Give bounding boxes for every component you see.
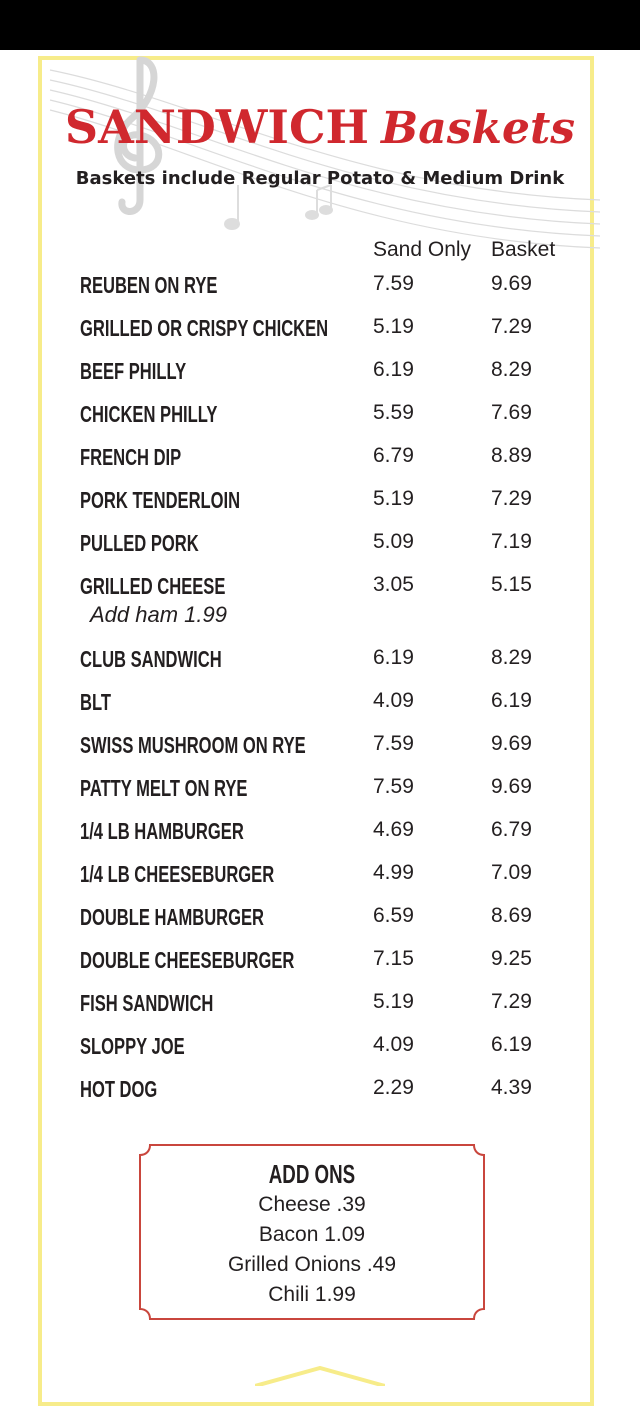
price-sand-only: 3.05 — [373, 573, 414, 596]
menu-item-name: DOUBLE CHEESEBURGER — [80, 947, 295, 973]
menu-item-row — [0, 818, 640, 848]
menu-item-row — [0, 775, 640, 805]
menu-item-row — [0, 904, 640, 934]
music-note-icon — [225, 185, 332, 229]
price-sand-only: 5.09 — [373, 530, 414, 553]
price-sand-only: 7.59 — [373, 732, 414, 755]
menu-item-row — [0, 947, 640, 977]
menu-item-name: PORK TENDERLOIN — [80, 487, 241, 513]
price-sand-only: 4.99 — [373, 861, 414, 884]
menu-item-name: BEEF PHILLY — [80, 358, 187, 384]
menu-item-name: REUBEN ON RYE — [80, 272, 218, 298]
menu-item-name: PULLED PORK — [80, 530, 199, 556]
price-sand-only: 4.69 — [373, 818, 414, 841]
menu-item-name: PATTY MELT ON RYE — [80, 775, 248, 801]
price-basket: 8.29 — [491, 646, 532, 669]
price-basket: 7.29 — [491, 990, 532, 1013]
menu-item-row — [0, 530, 640, 560]
price-basket: 9.25 — [491, 947, 532, 970]
menu-item-name: 1/4 LB HAMBURGER — [80, 818, 244, 844]
price-basket: 9.69 — [491, 272, 532, 295]
price-sand-only: 5.19 — [373, 315, 414, 338]
menu-item-row — [0, 646, 640, 676]
menu-item-row — [0, 1033, 640, 1063]
price-basket: 7.69 — [491, 401, 532, 424]
menu-item-name: HOT DOG — [80, 1076, 158, 1102]
price-basket: 7.09 — [491, 861, 532, 884]
menu-item-row — [0, 315, 640, 345]
price-sand-only: 6.79 — [373, 444, 414, 467]
price-basket: 7.19 — [491, 530, 532, 553]
addon-item: Cheese .39 — [258, 1193, 366, 1216]
column-header-basket: Basket — [491, 238, 556, 261]
menu-item-name: FISH SANDWICH — [80, 990, 214, 1016]
price-basket: 9.69 — [491, 732, 532, 755]
price-basket: 6.79 — [491, 818, 532, 841]
title-baskets: Baskets — [381, 103, 576, 154]
addons-box — [138, 1143, 486, 1321]
menu-item-row — [0, 358, 640, 388]
price-basket: 8.69 — [491, 904, 532, 927]
addon-item: Grilled Onions .49 — [227, 1253, 397, 1276]
price-sand-only: 6.19 — [373, 646, 414, 669]
addon-item: Chili 1.99 — [268, 1283, 356, 1306]
menu-item-row — [0, 444, 640, 474]
price-sand-only: 5.19 — [373, 990, 414, 1013]
price-sand-only: 7.59 — [373, 775, 414, 798]
price-sand-only: 4.09 — [373, 1033, 414, 1056]
price-basket: 8.29 — [491, 358, 532, 381]
price-sand-only: 2.29 — [373, 1076, 414, 1099]
menu-item-name: DOUBLE HAMBURGER — [80, 904, 265, 930]
menu-item-row — [0, 861, 640, 891]
price-sand-only: 5.59 — [373, 401, 414, 424]
price-basket: 7.29 — [491, 487, 532, 510]
price-sand-only: 4.09 — [373, 689, 414, 712]
menu-item-row — [0, 573, 640, 603]
menu-item-name: CLUB SANDWICH — [80, 646, 222, 672]
addon-item: Bacon 1.09 — [258, 1223, 366, 1246]
menu-item-name: GRILLED OR CRISPY CHICKEN — [80, 315, 329, 341]
price-basket: 7.29 — [491, 315, 532, 338]
grilled-cheese-note: Add ham 1.99 — [90, 602, 227, 627]
column-header-sand-only: Sand Only — [373, 238, 472, 261]
price-basket: 6.19 — [491, 689, 532, 712]
menu-item-name: BLT — [80, 689, 111, 715]
menu-item-row — [0, 732, 640, 762]
price-basket: 5.15 — [491, 573, 532, 596]
title-sandwich: SANDWICH — [64, 100, 370, 154]
menu-title — [0, 100, 640, 154]
menu-item-name: SLOPPY JOE — [80, 1033, 185, 1059]
price-basket: 4.39 — [491, 1076, 532, 1099]
addons-title-text: ADD ONS — [268, 1159, 356, 1189]
menu-item-row — [0, 487, 640, 517]
price-basket: 6.19 — [491, 1033, 532, 1056]
menu-item-row — [0, 1076, 640, 1106]
addons-title — [138, 1159, 486, 1190]
price-sand-only: 7.59 — [373, 272, 414, 295]
menu-item-row — [0, 689, 640, 719]
price-sand-only: 6.19 — [373, 358, 414, 381]
menu-item-name: 1/4 LB CHEESEBURGER — [80, 861, 275, 887]
menu-item-name: GRILLED CHEESE — [80, 573, 226, 599]
price-sand-only: 7.15 — [373, 947, 414, 970]
price-sand-only: 6.59 — [373, 904, 414, 927]
bottom-ornament — [255, 1366, 385, 1386]
price-sand-only: 5.19 — [373, 487, 414, 510]
menu-item-name: SWISS MUSHROOM ON RYE — [80, 732, 306, 758]
menu-item-row — [0, 401, 640, 431]
menu-item-row — [0, 272, 640, 302]
menu-subtitle: Baskets include Regular Potato & Medium Drink — [75, 168, 565, 189]
menu-item-name: FRENCH DIP — [80, 444, 182, 470]
price-basket: 9.69 — [491, 775, 532, 798]
menu-item-row — [0, 990, 640, 1020]
price-basket: 8.89 — [491, 444, 532, 467]
menu-item-name: CHICKEN PHILLY — [80, 401, 218, 427]
